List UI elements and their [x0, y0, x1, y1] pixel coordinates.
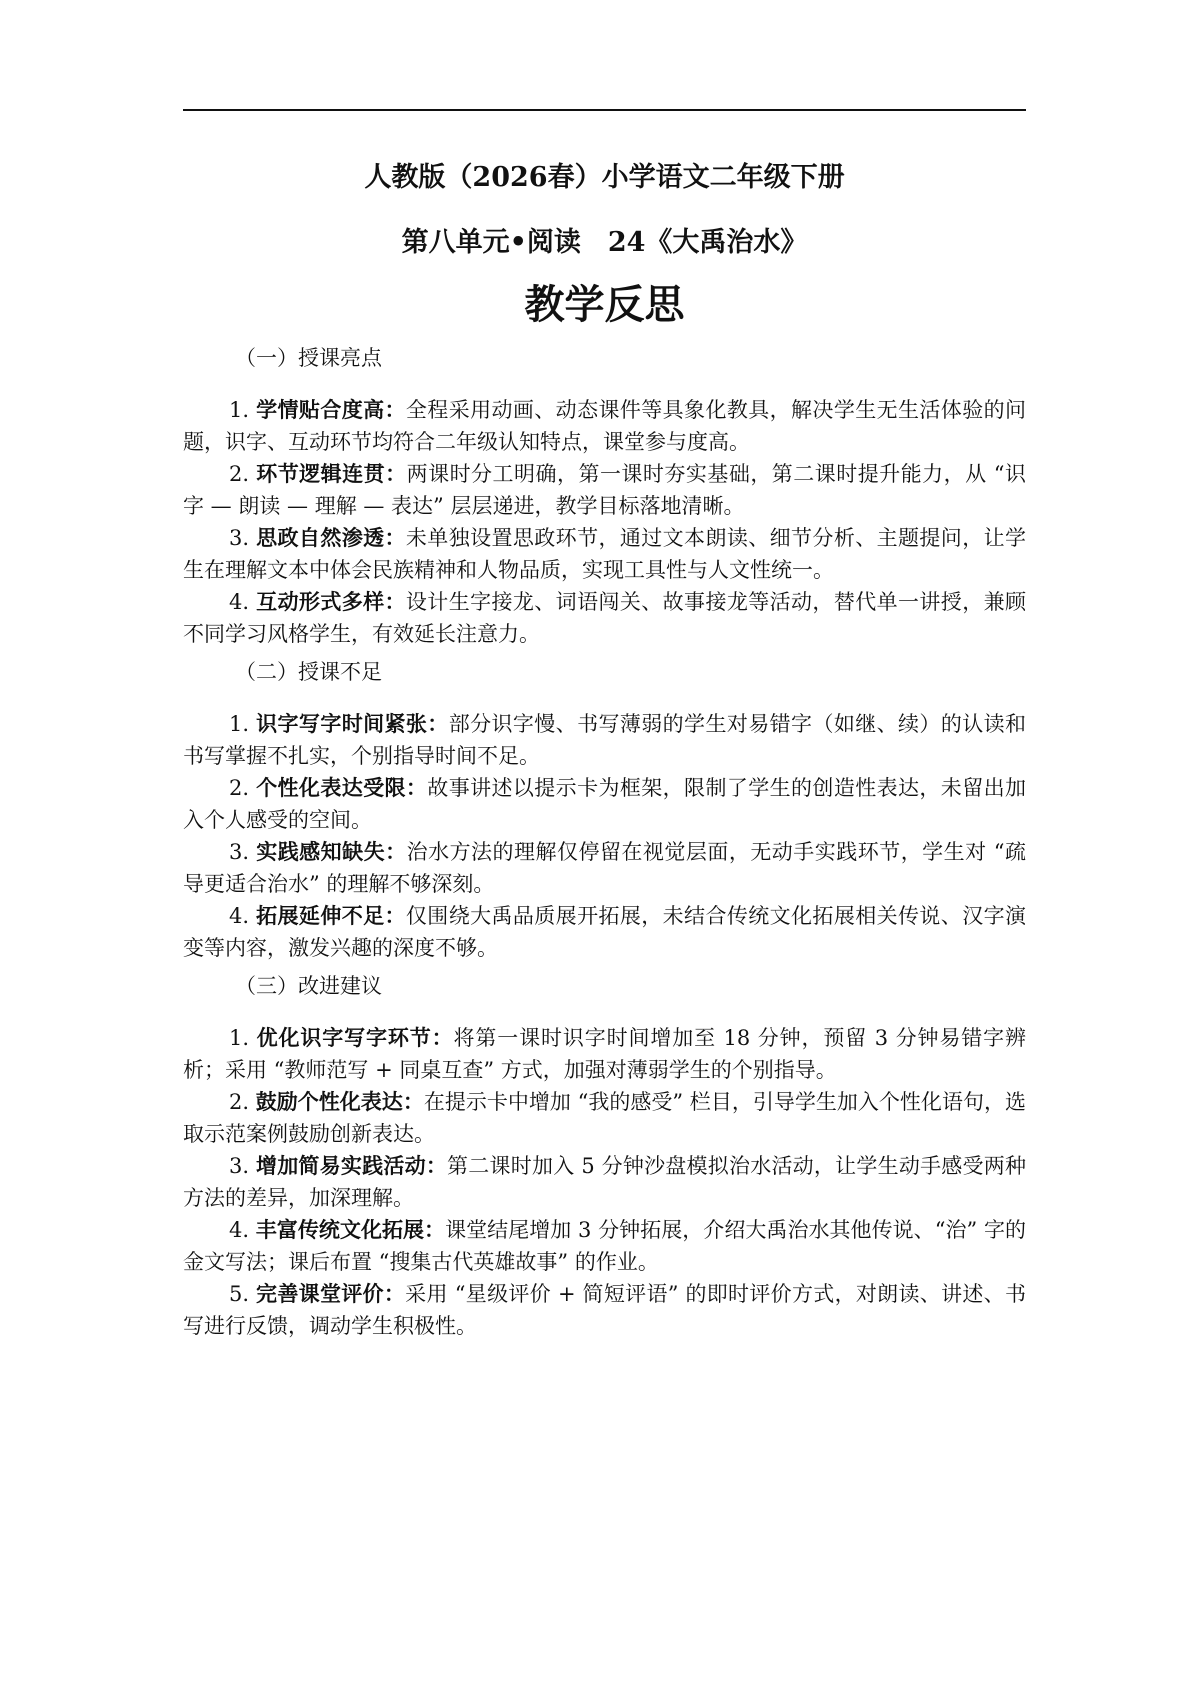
item-lead: 识字写字时间紧张： — [256, 711, 449, 736]
item-text: 治水方法的理解仅停留在视觉层面，无动手实践环节，学生对 “疏导更适合治水” 的理解不够深刻。 — [183, 840, 1027, 896]
lesson-title: 第八单元•阅读 24《大禹治水》 — [401, 227, 808, 258]
item-number: 4. — [229, 1218, 250, 1242]
list-item — [183, 1150, 1026, 1214]
item-lead: 个性化表达受限： — [256, 775, 428, 800]
item-lead: 完善课堂评价： — [256, 1281, 406, 1306]
item-number: 2. — [229, 462, 250, 486]
list-item — [183, 772, 1026, 836]
document-subtitle: 人教版（2026春）小学语文二年级下册 — [364, 162, 845, 193]
item-text: 仅围绕大禹品质展开拓展，未结合传统文化拓展相关传说、汉字演变等内容，激发兴趣的深度不够。 — [183, 904, 1026, 960]
item-number: 3. — [229, 840, 250, 864]
item-number: 1. — [229, 1026, 250, 1050]
item-lead: 鼓励个性化表达： — [255, 1089, 424, 1114]
item-lead: 学情贴合度高： — [256, 397, 406, 422]
list-item — [183, 458, 1026, 522]
item-number: 1. — [229, 712, 250, 736]
section-heading: （三）改进建议 — [235, 974, 382, 998]
item-lead: 丰富传统文化拓展： — [255, 1217, 446, 1242]
item-lead: 互动形式多样： — [256, 589, 406, 614]
item-number: 3. — [229, 1154, 250, 1178]
item-text: 在提示卡中增加 “我的感受” 栏目，引导学生加入个性化语句，选取示范案例鼓励创新表达。 — [183, 1090, 1026, 1146]
list-item — [183, 1022, 1026, 1086]
item-number: 2. — [229, 1090, 250, 1114]
list-item — [183, 394, 1026, 458]
list-item — [183, 1086, 1026, 1150]
item-text: 部分识字慢、书写薄弱的学生对易错字（如继、续）的认读和书写掌握不扎实，个别指导时间不足。 — [183, 712, 1027, 768]
item-lead: 优化识字写字环节： — [256, 1025, 454, 1050]
list-item — [183, 1278, 1026, 1342]
item-lead: 环节逻辑连贯： — [256, 461, 407, 486]
section-shortcomings — [183, 656, 1026, 964]
page-title: 教学反思 — [524, 281, 685, 328]
item-lead: 实践感知缺失： — [256, 839, 407, 864]
list-item — [183, 522, 1026, 586]
item-text: 课堂结尾增加 3 分钟拓展，介绍大禹治水其他传说、“治” 字的金文写法；课后布置 “搜集古代英雄故事” 的作业。 — [183, 1218, 1027, 1274]
section-highlights — [183, 342, 1026, 650]
item-number: 2. — [229, 776, 250, 800]
item-text: 两课时分工明确，第一课时夯实基础，第二课时提升能力，从 “识字 — 朗读 — 理解 — 表达” 层层递进，教学目标落地清晰。 — [183, 462, 1027, 518]
list-item — [183, 708, 1026, 772]
document-body — [183, 336, 1026, 1346]
section-heading: （一）授课亮点 — [235, 346, 382, 370]
list-item — [183, 900, 1026, 964]
item-lead: 思政自然渗透： — [256, 525, 406, 550]
list-item — [183, 586, 1026, 650]
list-item — [183, 836, 1026, 900]
item-text: 未单独设置思政环节，通过文本朗读、细节分析、主题提问，让学生在理解文本中体会民族精神和人物品质，实现工具性与人文性统一。 — [183, 526, 1026, 582]
item-text: 全程采用动画、动态课件等具象化教具，解决学生无生活体验的问题，识字、互动环节均符合二年级认知特点，课堂参与度高。 — [183, 398, 1026, 454]
item-text: 采用 “星级评价 + 简短评语” 的即时评价方式，对朗读、讲述、书写进行反馈，调动学生积极性。 — [183, 1282, 1026, 1338]
item-lead: 拓展延伸不足： — [256, 903, 406, 928]
item-text: 将第一课时识字时间增加至 18 分钟，预留 3 分钟易错字辨析；采用 “教师范写 + 同桌互查” 方式，加强对薄弱学生的个别指导。 — [183, 1026, 1026, 1082]
list-item — [183, 1214, 1026, 1278]
top-divider — [183, 109, 1026, 111]
section-suggestions — [183, 970, 1026, 1342]
item-text: 第二课时加入 5 分钟沙盘模拟治水活动，让学生动手感受两种方法的差异，加深理解。 — [183, 1154, 1026, 1210]
item-number: 3. — [229, 526, 250, 550]
section-heading: （二）授课不足 — [235, 660, 382, 684]
item-lead: 增加简易实践活动： — [255, 1153, 448, 1178]
item-number: 4. — [229, 590, 250, 614]
item-text: 故事讲述以提示卡为框架，限制了学生的创造性表达，未留出加入个人感受的空间。 — [183, 776, 1026, 832]
item-text: 设计生字接龙、词语闯关、故事接龙等活动，替代单一讲授，兼顾不同学习风格学生，有效延长注意力。 — [183, 590, 1026, 646]
item-number: 5. — [229, 1282, 250, 1306]
item-number: 1. — [229, 398, 250, 422]
item-number: 4. — [229, 904, 250, 928]
